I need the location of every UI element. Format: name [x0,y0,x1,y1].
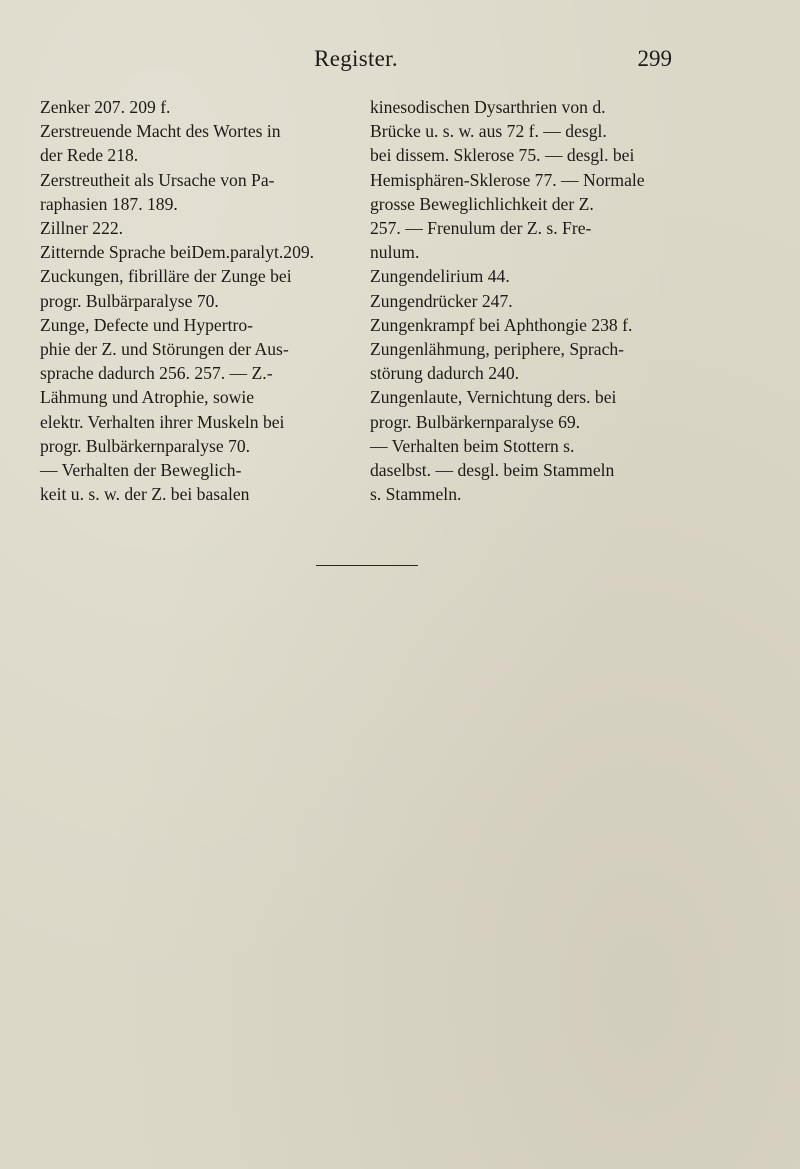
end-rule [316,565,418,566]
index-line: Zitternde Sprache beiDem.paralyt.209. [40,242,315,263]
index-line: phie der Z. und Störungen der Aus- [40,339,289,360]
index-line: elektr. Verhalten ihrer Muskeln bei [40,411,285,432]
index-line: progr. Bulbärkernparalyse 70. [40,435,251,456]
header-title: Register. [314,46,398,71]
index-line: Zungendrücker 247. [370,290,513,311]
index-column-right [370,95,675,506]
index-line: raphasien 187. 189. [40,193,178,214]
index-line: 257. — Frenulum der Z. s. Fre- [370,218,592,239]
index-line: Lähmung und Atrophie, sowie [40,387,255,408]
index-line: keit u. s. w. der Z. bei basalen [40,484,250,505]
index-line: Zungenlaute, Vernichtung ders. bei [370,387,617,408]
index-line: Zungendelirium 44. [370,266,510,287]
index-line: der Rede 218. [40,145,139,166]
index-line: Hemisphären-Sklerose 77. — Normale [370,169,645,190]
index-line: störung dadurch 240. [370,363,520,384]
index-line: — Verhalten der Beweglich- [40,460,242,481]
page-number: 299 [637,46,672,71]
index-line: — Verhalten beim Stottern s. [370,435,575,456]
index-line: sprache dadurch 256. 257. — Z.- [40,363,273,384]
index-line: Brücke u. s. w. aus 72 f. — desgl. [370,121,607,142]
index-line: Zuckungen, fibrilläre der Zunge bei [40,266,292,287]
index-line: Zerstreutheit als Ursache von Pa- [40,169,275,190]
index-line: Zillner 222. [40,218,124,239]
index-line: progr. Bulbärkernparalyse 69. [370,411,581,432]
index-column-left [40,95,358,506]
index-line: progr. Bulbärparalyse 70. [40,290,219,311]
index-line: nulum. [370,242,420,263]
index-line: kinesodischen Dysarthrien von d. [370,97,606,117]
index-line: Zenker 207. 209 f. [40,97,171,117]
page-header [40,46,672,86]
index-line: grosse Beweglichlichkeit der Z. [370,193,594,214]
index-line: daselbst. — desgl. beim Stammeln [370,460,615,481]
index-line: Zunge, Defecte und Hypertro- [40,314,253,335]
index-line: Zungenkrampf bei Aphthongie 238 f. [370,314,633,335]
index-line: Zungenlähmung, periphere, Sprach- [370,339,625,360]
index-line: s. Stammeln. [370,484,462,505]
index-line: Zerstreuende Macht des Wortes in [40,121,281,142]
index-line: bei dissem. Sklerose 75. — desgl. bei [370,145,635,166]
